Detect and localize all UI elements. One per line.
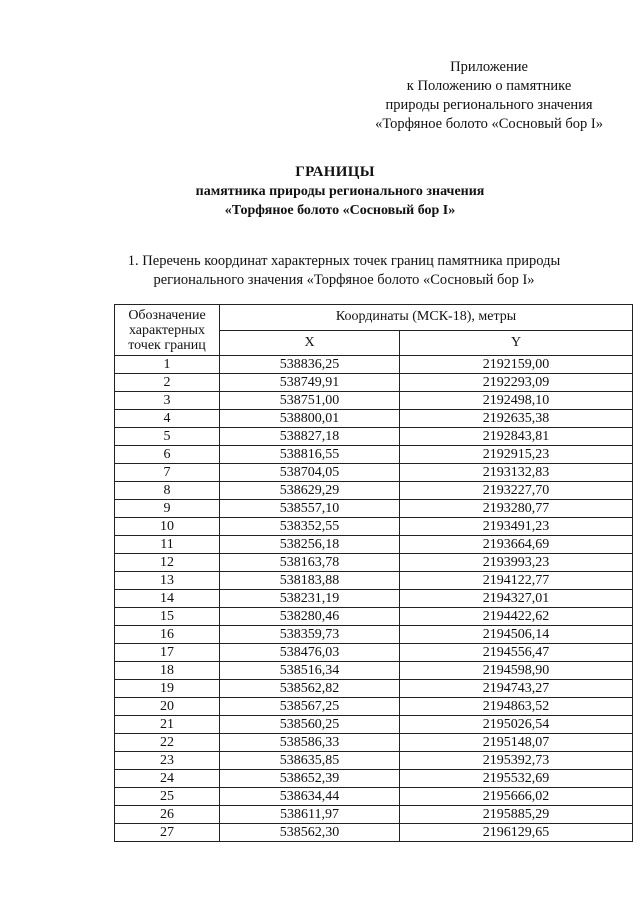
x-coordinate-cell: 538183,88 (220, 572, 400, 590)
y-coordinate-cell: 2194122,77 (400, 572, 633, 590)
y-coordinate-cell: 2192843,81 (400, 428, 633, 446)
table-row (115, 626, 633, 644)
y-coordinate-cell: 2193132,83 (400, 464, 633, 482)
x-coordinate-cell: 538476,03 (220, 644, 400, 662)
x-coordinate-cell: 538751,00 (220, 392, 400, 410)
section-intro (0, 252, 640, 290)
document-heading (0, 163, 640, 220)
y-coordinate-cell: 2194506,14 (400, 626, 633, 644)
table-row (115, 824, 633, 842)
table-row (115, 554, 633, 572)
point-number-cell: 17 (115, 644, 220, 662)
x-coordinate-cell: 538827,18 (220, 428, 400, 446)
table-row (115, 356, 633, 374)
appendix-line: к Положению о памятнике (406, 78, 572, 94)
y-header: Y (400, 330, 633, 356)
table-row (115, 716, 633, 734)
point-number-cell: 1 (115, 356, 220, 374)
point-number-cell: 20 (115, 698, 220, 716)
x-coordinate-cell: 538634,44 (220, 788, 400, 806)
x-coordinate-cell: 538557,10 (220, 500, 400, 518)
x-coordinate-cell: 538359,73 (220, 626, 400, 644)
y-coordinate-cell: 2193664,69 (400, 536, 633, 554)
heading-title: ГРАНИЦЫ (295, 164, 375, 180)
table-row (115, 734, 633, 752)
point-number-cell: 2 (115, 374, 220, 392)
point-number-cell: 23 (115, 752, 220, 770)
y-coordinate-cell: 2195148,07 (400, 734, 633, 752)
y-coordinate-cell: 2196129,65 (400, 824, 633, 842)
x-coordinate-cell: 538635,85 (220, 752, 400, 770)
intro-line-2: регионального значения «Торфяное болото «Сосновый бор I» (153, 272, 535, 288)
x-coordinate-cell: 538567,25 (220, 698, 400, 716)
y-coordinate-cell: 2193993,23 (400, 554, 633, 572)
y-coordinate-cell: 2194743,27 (400, 680, 633, 698)
y-coordinate-cell: 2195392,73 (400, 752, 633, 770)
point-number-cell: 7 (115, 464, 220, 482)
table-row (115, 572, 633, 590)
point-number-cell: 16 (115, 626, 220, 644)
table-row (115, 518, 633, 536)
points-label-header: Обозначение характерных точек границ (115, 305, 220, 356)
x-coordinate-cell: 538163,78 (220, 554, 400, 572)
table-row (115, 482, 633, 500)
point-number-cell: 3 (115, 392, 220, 410)
table-row (115, 698, 633, 716)
table-row (115, 428, 633, 446)
y-coordinate-cell: 2193227,70 (400, 482, 633, 500)
point-number-cell: 24 (115, 770, 220, 788)
table-row (115, 770, 633, 788)
x-coordinate-cell: 538256,18 (220, 536, 400, 554)
x-coordinate-cell: 538586,33 (220, 734, 400, 752)
y-coordinate-cell: 2194327,01 (400, 590, 633, 608)
point-number-cell: 25 (115, 788, 220, 806)
point-number-cell: 18 (115, 662, 220, 680)
y-coordinate-cell: 2192159,00 (400, 356, 633, 374)
appendix-line: природы регионального значения (385, 97, 593, 113)
y-coordinate-cell: 2195885,29 (400, 806, 633, 824)
y-coordinate-cell: 2194598,90 (400, 662, 633, 680)
y-coordinate-cell: 2195026,54 (400, 716, 633, 734)
point-number-cell: 6 (115, 446, 220, 464)
x-coordinate-cell: 538629,29 (220, 482, 400, 500)
table-row (115, 608, 633, 626)
table-row (115, 644, 633, 662)
table-row (115, 590, 633, 608)
table-row (115, 536, 633, 554)
y-coordinate-cell: 2192498,10 (400, 392, 633, 410)
point-number-cell: 11 (115, 536, 220, 554)
y-coordinate-cell: 2192293,09 (400, 374, 633, 392)
point-number-cell: 15 (115, 608, 220, 626)
point-number-cell: 9 (115, 500, 220, 518)
point-number-cell: 19 (115, 680, 220, 698)
table-row (115, 806, 633, 824)
heading-line-1: памятника природы регионального значения (195, 184, 485, 199)
y-coordinate-cell: 2194863,52 (400, 698, 633, 716)
y-coordinate-cell: 2194556,47 (400, 644, 633, 662)
table-row (115, 392, 633, 410)
table-row (115, 446, 633, 464)
table-row (115, 410, 633, 428)
x-coordinate-cell: 538516,34 (220, 662, 400, 680)
heading-line-2: «Торфяное болото «Сосновый бор I» (224, 203, 456, 218)
point-number-cell: 4 (115, 410, 220, 428)
y-coordinate-cell: 2194422,62 (400, 608, 633, 626)
table-row (115, 374, 633, 392)
point-number-cell: 8 (115, 482, 220, 500)
point-number-cell: 14 (115, 590, 220, 608)
x-coordinate-cell: 538231,19 (220, 590, 400, 608)
appendix-note (375, 58, 603, 134)
x-coordinate-cell: 538611,97 (220, 806, 400, 824)
x-header: X (220, 330, 400, 356)
point-number-cell: 22 (115, 734, 220, 752)
point-number-cell: 13 (115, 572, 220, 590)
point-number-cell: 27 (115, 824, 220, 842)
x-coordinate-cell: 538704,05 (220, 464, 400, 482)
x-coordinate-cell: 538560,25 (220, 716, 400, 734)
table-row (115, 662, 633, 680)
table-row (115, 680, 633, 698)
x-coordinate-cell: 538836,25 (220, 356, 400, 374)
x-coordinate-cell: 538562,30 (220, 824, 400, 842)
appendix-line: «Торфяное болото «Сосновый бор I» (375, 116, 603, 132)
x-coordinate-cell: 538749,91 (220, 374, 400, 392)
y-coordinate-cell: 2192915,23 (400, 446, 633, 464)
appendix-line: Приложение (450, 59, 528, 75)
coordinates-table-body (115, 356, 633, 842)
point-number-cell: 5 (115, 428, 220, 446)
point-number-cell: 26 (115, 806, 220, 824)
y-coordinate-cell: 2192635,38 (400, 410, 633, 428)
coordinates-header: Координаты (МСК-18), метры (220, 305, 633, 331)
intro-line-1: 1. Перечень координат характерных точек границ памятника природы (127, 253, 561, 269)
table-row (115, 464, 633, 482)
y-coordinate-cell: 2195666,02 (400, 788, 633, 806)
x-coordinate-cell: 538652,39 (220, 770, 400, 788)
x-coordinate-cell: 538800,01 (220, 410, 400, 428)
x-coordinate-cell: 538562,82 (220, 680, 400, 698)
y-coordinate-cell: 2193280,77 (400, 500, 633, 518)
table-row (115, 788, 633, 806)
y-coordinate-cell: 2193491,23 (400, 518, 633, 536)
x-coordinate-cell: 538352,55 (220, 518, 400, 536)
y-coordinate-cell: 2195532,69 (400, 770, 633, 788)
x-coordinate-cell: 538280,46 (220, 608, 400, 626)
point-number-cell: 10 (115, 518, 220, 536)
coordinates-table (114, 304, 633, 842)
table-row (115, 752, 633, 770)
point-number-cell: 12 (115, 554, 220, 572)
point-number-cell: 21 (115, 716, 220, 734)
table-row (115, 500, 633, 518)
x-coordinate-cell: 538816,55 (220, 446, 400, 464)
